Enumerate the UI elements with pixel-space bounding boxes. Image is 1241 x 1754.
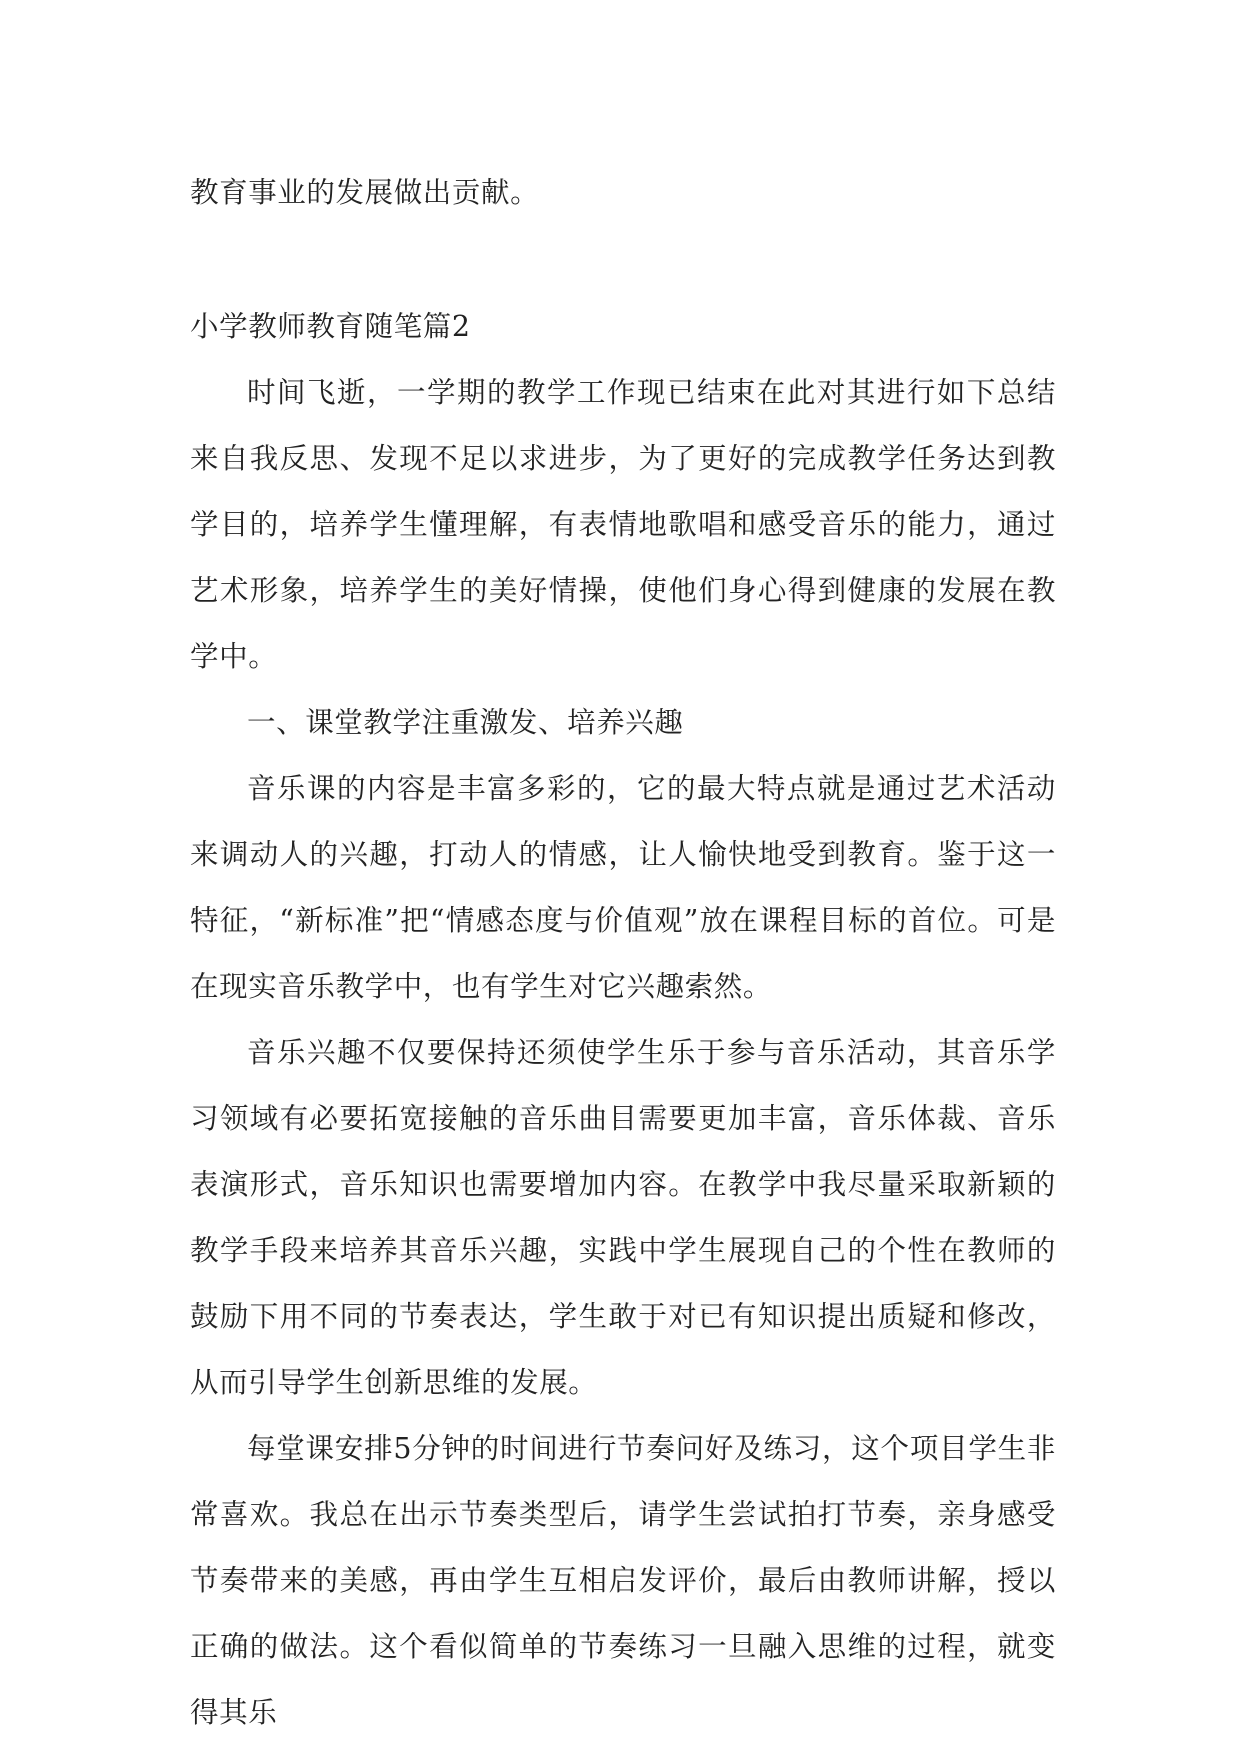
paragraph: 每堂课安排5分钟的时间进行节奏问好及练习，这个项目学生非常喜欢。我总在出示节奏类型后，请学生尝试拍打节奏，亲身感受节奏带来的美感，再由学生互相启发评价，最后由教师讲解，授以正确的做法。这个看似简单的节奏练习一旦融入思维的过程，就变得其乐 bbox=[190, 1432, 1056, 1729]
continuation-paragraph: 教育事业的发展做出贡献。 bbox=[190, 176, 540, 209]
paragraph: 音乐课的内容是丰富多彩的，它的最大特点就是通过艺术活动来调动人的兴趣，打动人的情感，让人愉快地受到教育。鉴于这一特征，“新标准”把“情感态度与价值观”放在课程目标的首位。可是在现实音乐教学中，也有学生对它兴趣索然。 bbox=[190, 772, 1056, 1003]
document-body bbox=[190, 160, 1056, 1746]
paragraph: 时间飞逝，一学期的教学工作现已结束在此对其进行如下总结来自我反思、发现不足以求进步，为了更好的完成教学任务达到教学目的，培养学生懂理解，有表情地歌唱和感受音乐的能力，通过艺术形象，培养学生的美好情操，使他们身心得到健康的发展在教学中。 bbox=[190, 376, 1056, 673]
section-title: 小学教师教育随笔篇2 bbox=[190, 310, 471, 343]
section-heading: 一、课堂教学注重激发、培养兴趣 bbox=[247, 706, 684, 739]
paragraph: 音乐兴趣不仅要保持还须使学生乐于参与音乐活动，其音乐学习领域有必要拓宽接触的音乐曲目需要更加丰富，音乐体裁、音乐表演形式，音乐知识也需要增加内容。在教学中我尽量采取新颖的教学手段来培养其音乐兴趣，实践中学生展现自己的个性在教师的鼓励下用不同的节奏表达，学生敢于对已有知识提出质疑和修改，从而引导学生创新思维的发展。 bbox=[190, 1036, 1056, 1399]
